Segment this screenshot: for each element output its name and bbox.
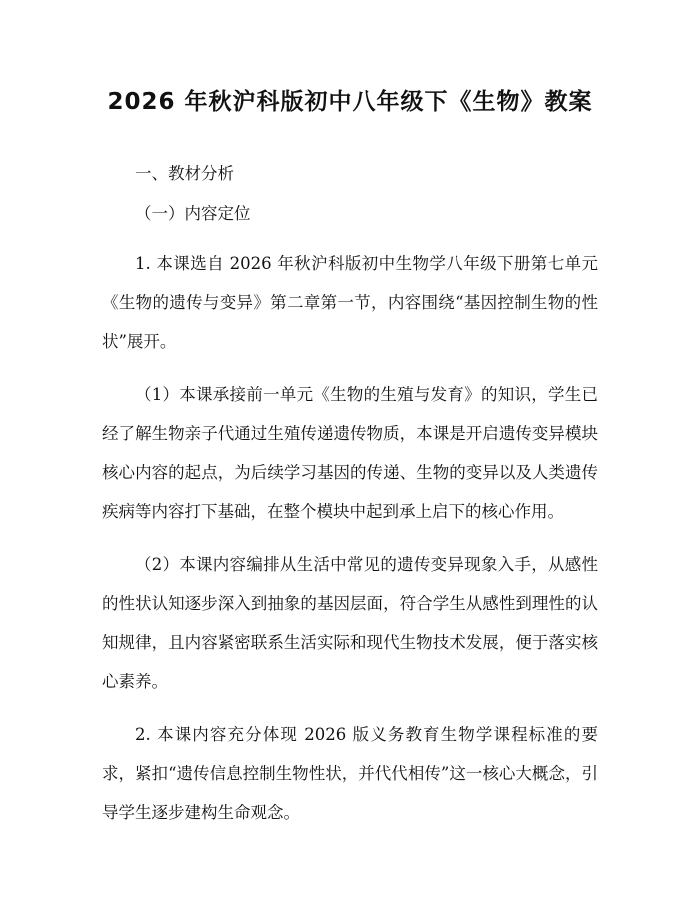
paragraph-1: 1. 本课选自 2026 年秋沪科版初中生物学八年级下册第七单元《生物的遗传与变异》第二章第一节，内容围绕“基因控制生物的性状”展开。: [102, 254, 598, 351]
paragraph-1-1: （1）本课承接前一单元《生物的生殖与发育》的知识，学生已经了解生物亲子代通过生殖传递遗传物质，本课是开启遗传变异模块核心内容的起点，为后续学习基因的传递、生物的变异以及人类遗传疾病等内容打下基础，在整个模块中起到承上启下的核心作用。: [102, 385, 598, 521]
document-title: 2026 年秋沪科版初中八年级下《生物》教案: [107, 89, 593, 115]
subsection-heading: （一）内容定位: [135, 204, 251, 223]
section-heading: 一、教材分析: [135, 164, 234, 183]
paragraph-2: 2. 本课内容充分体现 2026 版义务教育生物学课程标准的要求，紧扣“遗传信息控制生物性状，并代代相传”这一核心大概念，引导学生逐步建构生命观念。: [102, 725, 598, 822]
paragraph-1-2: （2）本课内容编排从生活中常见的遗传变异现象入手，从感性的性状认知逐步深入到抽象的基因层面，符合学生从感性到理性的认知规律，且内容紧密联系生活实际和现代生物技术发展，便于落实核心素养。: [102, 555, 598, 691]
